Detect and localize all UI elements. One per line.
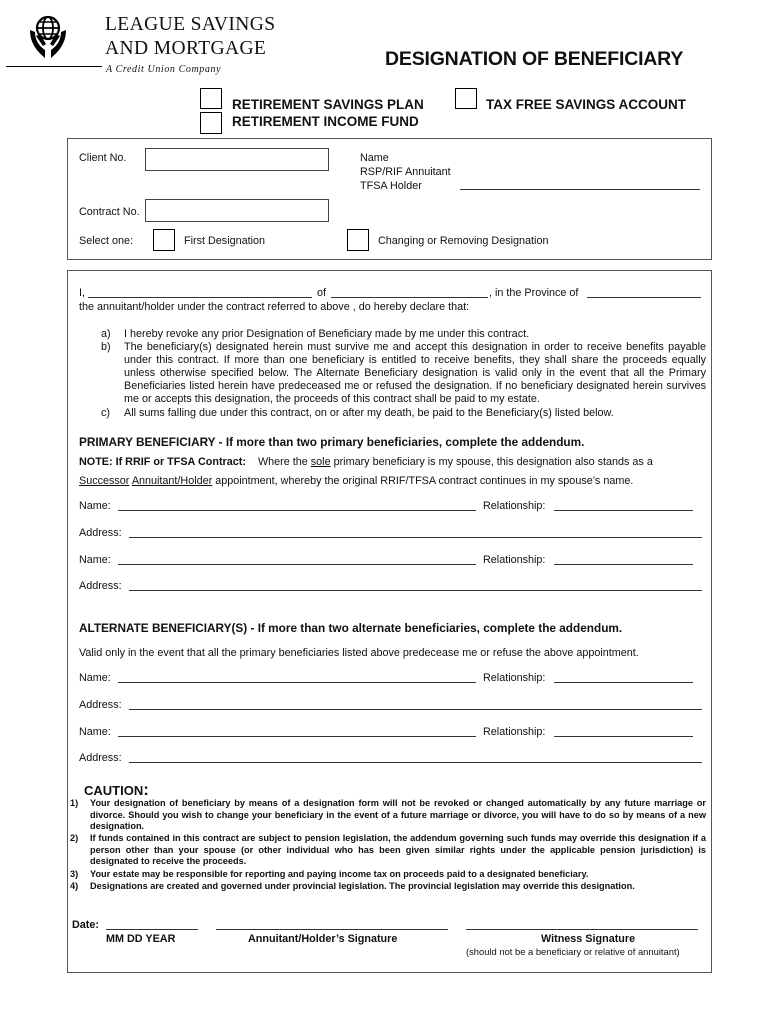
name-signature-line[interactable]	[460, 189, 700, 190]
alternate-address-line-1[interactable]	[129, 709, 702, 710]
declaration-line2: the annuitant/holder under the contract referred to above , do hereby declare that:	[79, 301, 470, 313]
caution-num-4: 4)	[70, 881, 79, 891]
primary-address-line-2[interactable]	[129, 590, 702, 591]
hands-globe-logo-icon	[28, 14, 68, 60]
alternate-name-label-1: Name:	[79, 672, 111, 684]
date-line[interactable]	[106, 929, 198, 930]
contract-no-input[interactable]	[145, 199, 329, 222]
primary-name-label-1: Name:	[79, 500, 111, 512]
alternate-relationship-label-2: Relationship:	[483, 726, 546, 738]
caution-colon: :	[143, 780, 149, 799]
primary-name-line-1[interactable]	[118, 510, 476, 511]
witness-signature-line[interactable]	[466, 929, 698, 930]
note-text3: appointment, whereby the original RRIF/TFSA contract continues in my spouse’s name.	[215, 475, 634, 487]
primary-note-line2	[79, 475, 633, 487]
witness-signature-label: Witness Signature	[541, 933, 636, 945]
note-text2: primary beneficiary is my spouse, this designation also stands as a	[333, 456, 653, 468]
primary-note-line1	[79, 456, 709, 468]
caution-num-2: 2)	[70, 833, 79, 843]
annuitant-label: RSP/RIF Annuitant	[360, 166, 451, 178]
alternate-address-label-1: Address:	[79, 699, 122, 711]
item-c-text: All sums falling due under this contract, on or after my death, be paid to the Beneficiary(s) listed below.	[124, 407, 614, 419]
primary-address-label-2: Address:	[79, 580, 122, 592]
item-a-text: I hereby revoke any prior Designation of Beneficiary made by me under this contract.	[124, 328, 530, 340]
primary-name-line-2[interactable]	[118, 564, 476, 565]
rsp-checkbox[interactable]	[200, 88, 222, 109]
note-sole: sole	[310, 456, 331, 468]
caution-text-4: Designations are created and governed under provincial legislation. The provincial legislation may override this designation.	[90, 881, 635, 891]
alternate-address-line-2[interactable]	[129, 762, 702, 763]
primary-name-label-2: Name:	[79, 554, 111, 566]
caution-num-1: 1)	[70, 798, 79, 808]
caution-text-2: If funds contained in this contract are subject to pension legislation, the addendum governing such funds may override this designation if a person other than your spouse (or other individual who has been given similar rights under the applicable pension jurisdiction) is designated to receive the proceeds.	[90, 833, 706, 867]
alternate-address-label-2: Address:	[79, 752, 122, 764]
primary-address-label-1: Address:	[79, 527, 122, 539]
name-label: Name	[360, 152, 389, 164]
item-a-letter: a)	[101, 328, 111, 340]
changing-designation-label: Changing or Removing Designation	[378, 235, 549, 247]
province-line[interactable]	[587, 297, 701, 298]
alternate-relationship-line-1[interactable]	[554, 682, 693, 683]
caution-text-1: Your designation of beneficiary by means of a designation form will not be revoked or changed automatically by any future marriage or divorce. Should you wish to change your beneficiary in the event of a future marriage or divorce, you will have to do so by means of a new designation.	[90, 798, 706, 832]
page-title: DESIGNATION OF BENEFICIARY	[385, 48, 684, 70]
alternate-relationship-label-1: Relationship:	[483, 672, 546, 684]
contract-no-label: Contract No.	[79, 206, 140, 218]
logo-underline	[6, 66, 102, 67]
item-b-text: The beneficiary(s) designated herein must survive me and accept this designation in order to receive benefits payable under this contract. If more than one beneficiary is entitled to receive benefits, they shall share the proceeds equally unless otherwise specified below. The Alternate Beneficiary designation is valid only in the event that all the Primary Beneficiaries listed herein have predeceased me or refused the designation. If no beneficiary designated herein survives me or accepts this designation, the proceeds of this contract shall be paid to my estate.	[124, 341, 706, 405]
caution-num-3: 3)	[70, 869, 79, 879]
item-c-letter: c)	[101, 407, 110, 419]
first-designation-label: First Designation	[184, 235, 266, 247]
changing-designation-checkbox[interactable]	[347, 229, 369, 251]
holder-label: TFSA Holder	[360, 180, 422, 192]
rif-checkbox[interactable]	[200, 112, 222, 134]
caution-text-3: Your estate may be responsible for reporting and paying income tax on proceeds paid to a designated beneficiary.	[90, 869, 589, 879]
logo-text-line2: AND MORTGAGE	[105, 38, 267, 59]
select-one-label: Select one:	[79, 235, 134, 247]
alternate-valid-text: Valid only in the event that all the primary beneficiaries listed above predecease me or refuse the above appointment.	[79, 647, 639, 659]
primary-relationship-label-1: Relationship:	[483, 500, 546, 512]
client-no-input[interactable]	[145, 148, 329, 171]
note-annuitant-holder: Annuitant/Holder	[131, 475, 213, 487]
witness-note: (should not be a beneficiary or relative of annuitant)	[466, 946, 680, 957]
primary-relationship-line-2[interactable]	[554, 564, 693, 565]
primary-beneficiary-heading: PRIMARY BENEFICIARY - If more than two primary beneficiaries, complete the addendum.	[79, 435, 585, 449]
note-text1: Where the	[257, 456, 308, 468]
note-label: NOTE: If RRIF or TFSA Contract:	[79, 456, 246, 468]
primary-relationship-label-2: Relationship:	[483, 554, 546, 566]
alternate-name-line-1[interactable]	[118, 682, 476, 683]
rif-label: RETIREMENT INCOME FUND	[232, 114, 419, 129]
declarant-city-line[interactable]	[331, 297, 488, 298]
date-label: Date:	[72, 919, 99, 931]
of-label: of	[317, 287, 327, 299]
alternate-name-line-2[interactable]	[118, 736, 476, 737]
i-label: I,	[79, 287, 85, 299]
tfsa-label: TAX FREE SAVINGS ACCOUNT	[486, 97, 687, 112]
tfsa-checkbox[interactable]	[455, 88, 477, 109]
declarant-name-line[interactable]	[88, 297, 312, 298]
primary-address-line-1[interactable]	[129, 537, 702, 538]
item-b-letter: b)	[101, 341, 111, 353]
first-designation-checkbox[interactable]	[153, 229, 175, 251]
alternate-beneficiary-heading: ALTERNATE BENEFICIARY(S) - If more than two alternate beneficiaries, complete the addendum.	[79, 621, 623, 635]
primary-relationship-line-1[interactable]	[554, 510, 693, 511]
alternate-name-label-2: Name:	[79, 726, 111, 738]
caution-heading	[84, 780, 149, 800]
caution-word: CAUTION	[84, 783, 144, 798]
note-successor: Successor	[79, 475, 130, 487]
logo-text-line1: LEAGUE SAVINGS	[105, 14, 276, 35]
annuitant-signature-line[interactable]	[216, 929, 448, 930]
client-no-label: Client No.	[79, 152, 127, 164]
date-format: MM DD YEAR	[106, 933, 176, 945]
province-label: , in the Province of	[489, 287, 579, 299]
logo-tagline: A Credit Union Company	[106, 64, 222, 75]
annuitant-signature-label: Annuitant/Holder’s Signature	[248, 933, 398, 945]
alternate-relationship-line-2[interactable]	[554, 736, 693, 737]
rsp-label: RETIREMENT SAVINGS PLAN	[232, 97, 424, 112]
